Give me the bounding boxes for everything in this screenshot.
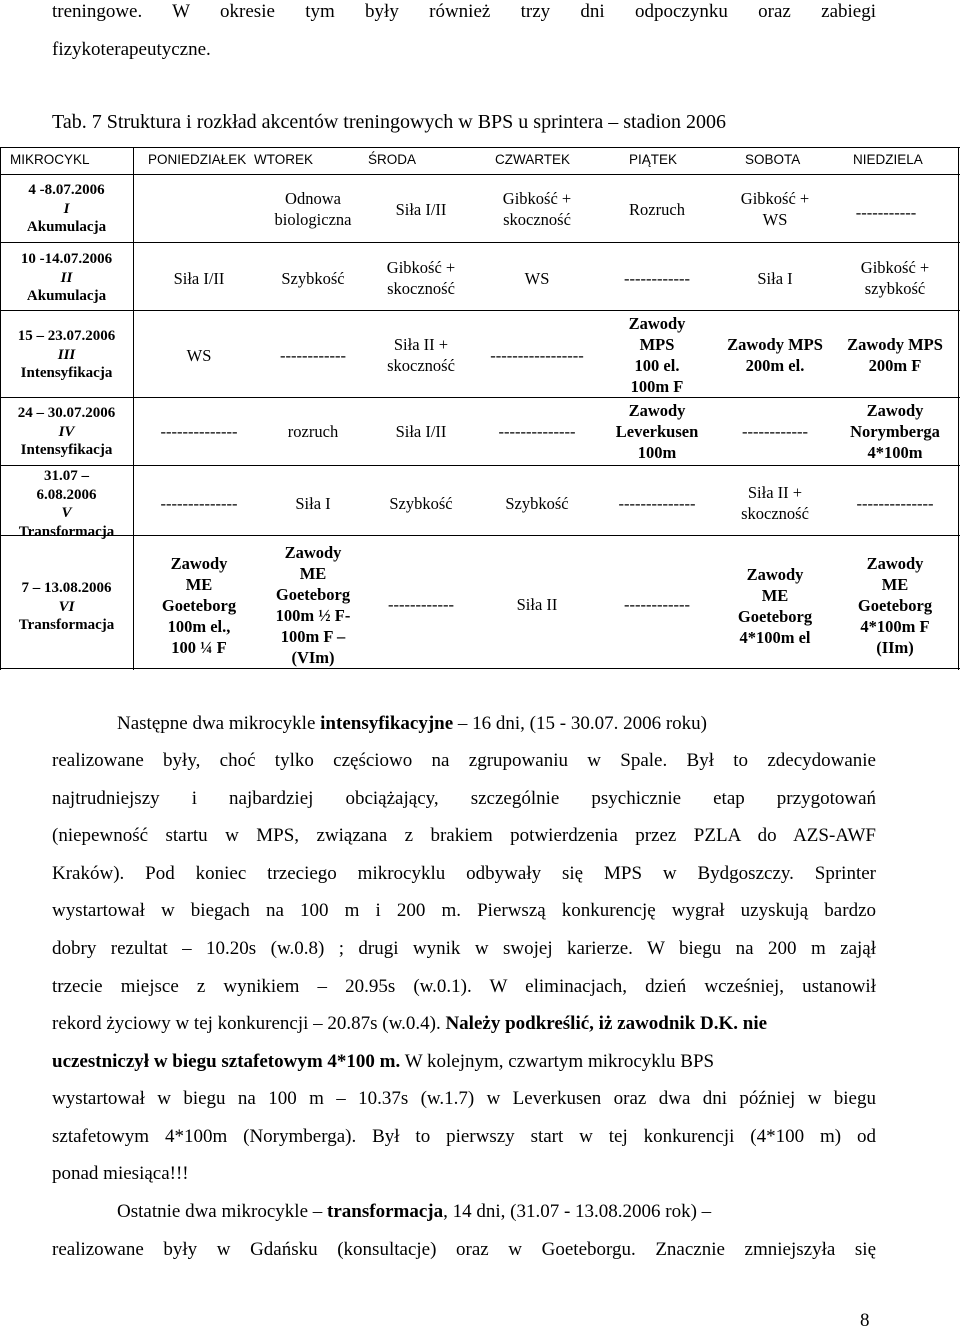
cell-r1-sat <box>741 188 809 230</box>
text-segment: , 14 dni, (31.07 - 13.08.2006 rok) – <box>443 1201 712 1222</box>
cell-r6-sat <box>738 564 812 648</box>
cell-r1-tue <box>275 188 352 230</box>
microcycle-num: VI <box>58 598 75 615</box>
p1-line-12: sztafetowym 4*100m (Norymberga). Był to pierwszy start w tej konkurencji (4*100 m) od <box>52 1126 876 1147</box>
microcycle-2 <box>0 250 133 306</box>
cell-text: Zawody <box>628 314 686 333</box>
microcycle-num: V <box>61 505 72 521</box>
cell-r2-mon: Siła I/II <box>173 269 225 288</box>
cell-r5-thu: Szybkość <box>505 494 569 513</box>
p1-line-9 <box>52 1014 876 1034</box>
cell-text: Zawody <box>746 565 804 584</box>
microcycle-dates: 10 -14.07.2006 <box>20 251 113 267</box>
p2-line-2: realizowane były w Gdańsku (konsultacje) oraz w Goeteborgu. Znacznie zmniejszyła się <box>52 1239 876 1260</box>
header-czwartek: CZWARTEK <box>495 152 571 167</box>
microcycle-name: Intensyfikacja <box>20 442 113 458</box>
microcycle-1 <box>0 181 133 237</box>
cell-r6-mon <box>162 553 236 658</box>
cell-text: Zawody <box>628 401 686 420</box>
microcycle-4 <box>0 404 133 460</box>
cell-r1-sun: ----------- <box>855 203 917 222</box>
microcycle-name: Akumulacja <box>26 219 107 235</box>
cell-text: szybkość <box>864 279 926 298</box>
text-segment: Następne dwa mikrocykle <box>117 713 316 734</box>
cell-r2-thu: WS <box>524 269 550 288</box>
cell-text: (IIm) <box>876 638 914 657</box>
microcycle-dates: 6.08.2006 <box>36 486 97 503</box>
cell-r1-wed: Siła I/II <box>395 200 447 219</box>
microcycle-dates: 15 – 23.07.2006 <box>17 328 116 344</box>
cell-r3-mon: WS <box>186 346 212 365</box>
cell-text: Gibkość + <box>740 189 810 208</box>
cell-r5-sat <box>741 482 809 524</box>
cell-text: skoczność <box>387 356 455 375</box>
p1-line-13: ponad miesiąca!!! <box>52 1163 189 1184</box>
cell-text: ME <box>761 586 789 605</box>
training-table <box>0 147 960 670</box>
p1-line-1 <box>117 714 876 734</box>
cell-r6-wed: ------------ <box>388 595 454 614</box>
cell-r3-thu: ----------------- <box>490 346 584 365</box>
cell-r4-fri <box>616 400 699 463</box>
bold-segment: intensyfikacyjne <box>320 713 454 734</box>
p2-line-1 <box>117 1202 876 1222</box>
p1-line-6: wystartował w biegach na 100 m i 200 m. Pierwszą konkurencję wygrał uzyskują bardzo <box>52 900 876 921</box>
cell-text: ME <box>881 575 909 594</box>
header-sroda: ŚRODA <box>368 152 417 167</box>
p1-line-11: wystartował w biegu na 100 m – 10.37s (w.1.7) w Leverkusen oraz dwa dni później w biegu <box>52 1088 876 1109</box>
cell-text: skoczność <box>503 210 571 229</box>
microcycle-num: II <box>60 269 73 286</box>
cell-r2-tue: Szybkość <box>281 269 345 288</box>
cell-r4-sat: ------------ <box>742 422 808 441</box>
cell-text: ME <box>299 564 327 583</box>
cell-text: MPS <box>639 335 675 354</box>
bold-segment: uczestniczył w biegu sztafetowym 4*100 m. <box>52 1051 401 1072</box>
microcycle-name: Transformacja <box>18 523 115 540</box>
microcycle-3 <box>0 327 133 383</box>
microcycle-dates: 7 – 13.08.2006 <box>21 580 112 596</box>
cell-text: (VIm) <box>291 648 335 667</box>
header-sobota: SOBOTA <box>745 152 801 167</box>
microcycle-num: III <box>57 346 76 363</box>
cell-text: 100m ½ F- <box>275 606 351 625</box>
cell-text: Zawody <box>284 543 342 562</box>
cell-text: Goeteborg <box>275 585 351 604</box>
cell-text: biologiczna <box>274 210 352 229</box>
bold-segment: Należy podkreślić, iż zawodnik D.K. nie <box>445 1013 768 1034</box>
cell-r4-thu: -------------- <box>498 422 576 441</box>
cell-r4-tue: rozruch <box>287 422 339 441</box>
cell-text: Zawody MPS <box>727 335 823 354</box>
cell-r3-sun <box>847 334 943 376</box>
cell-text: Gibkość + <box>502 189 572 208</box>
header-wtorek: WTOREK <box>254 152 314 167</box>
cell-text: 200m el. <box>745 356 805 375</box>
cell-r1-fri: Rozruch <box>629 200 685 219</box>
cell-r1-thu <box>503 188 571 230</box>
cell-text: Siła II + <box>393 335 449 354</box>
cell-text: 4*100m F <box>860 617 930 636</box>
cell-text: 100m <box>637 443 677 462</box>
microcycle-5 <box>0 467 133 541</box>
text-segment: Ostatnie dwa mikrocykle – <box>117 1201 323 1222</box>
text-segment: rekord życiowy w tej konkurencji – 20.87s (w.0.4). <box>52 1013 441 1034</box>
cell-text: Leverkusen <box>615 422 699 441</box>
cell-text: 100m el., <box>167 617 231 636</box>
header-niedziela: NIEDZIELA <box>853 152 923 167</box>
cell-text: Gibkość + <box>386 258 456 277</box>
p1-line-4: (niepewność startu w MPS, związana z brakiem potwierdzenia przez PZLA do AZS-AWF <box>52 825 876 846</box>
cell-text: 100m F <box>630 377 684 396</box>
cell-text: Zawody MPS <box>847 335 943 354</box>
cell-r5-sun: -------------- <box>856 494 934 513</box>
cell-text: 100m F – <box>280 627 346 646</box>
cell-text: Odnowa <box>285 189 341 208</box>
p1-line-3: najtrudniejszy i najbardziej obciążający, szczególnie psychicznie etap przygotowań <box>52 788 876 809</box>
cell-text: 4*100m el <box>739 628 811 647</box>
cell-r3-wed <box>387 334 455 376</box>
bold-segment: transformacja <box>327 1201 444 1222</box>
microcycle-name: Transformacja <box>18 617 115 633</box>
header-piatek: PIĄTEK <box>629 152 678 167</box>
header-poniedzialek: PONIEDZIAŁEK <box>148 152 247 167</box>
text-segment: W kolejnym, czwartym mikrocyklu BPS <box>404 1051 715 1072</box>
cell-r4-mon: -------------- <box>160 422 238 441</box>
cell-text: 100 ¼ F <box>171 638 227 657</box>
microcycle-dates: 4 -8.07.2006 <box>28 182 105 198</box>
cell-text: 4*100m <box>867 443 923 462</box>
cell-r5-fri: -------------- <box>618 494 696 513</box>
cell-text: Siła II + <box>747 483 803 502</box>
p1-line-5: Kraków). Pod koniec trzeciego mikrocyklu odbywały się MPS w Bydgoszczy. Sprinter <box>52 863 876 884</box>
cell-r6-thu: Siła II <box>516 595 558 614</box>
cell-r4-sun <box>850 400 940 463</box>
cell-text: 100 el. <box>634 356 680 375</box>
microcycle-6 <box>0 579 133 635</box>
cell-text: 200m F <box>868 356 922 375</box>
cell-r3-fri <box>629 313 686 397</box>
microcycle-num: IV <box>58 423 75 440</box>
cell-r6-fri: ------------ <box>624 595 690 614</box>
intro-line-1: treningowe. W okresie tym były również trzy dni odpoczynku oraz zabiegi <box>52 1 876 22</box>
cell-r5-tue: Siła I <box>295 494 331 513</box>
text-segment: – 16 dni, (15 - 30.07. 2006 roku) <box>457 713 707 734</box>
cell-r5-wed: Szybkość <box>389 494 453 513</box>
cell-text: Zawody <box>866 554 924 573</box>
intro-line-2: fizykoterapeutyczne. <box>52 39 211 60</box>
cell-text: skoczność <box>741 504 809 523</box>
cell-text: Zawody <box>170 554 228 573</box>
microcycle-num: I <box>63 200 70 217</box>
page-number: 8 <box>860 1310 870 1331</box>
cell-r3-sat <box>727 334 823 376</box>
cell-text: ME <box>185 575 213 594</box>
cell-r2-sat: Siła I <box>757 269 793 288</box>
cell-text: Norymberga <box>850 422 940 441</box>
cell-text: Zawody <box>866 401 924 420</box>
cell-text: Goeteborg <box>737 607 813 626</box>
microcycle-name: Akumulacja <box>26 288 107 304</box>
cell-text: Gibkość + <box>860 258 930 277</box>
cell-r2-sun <box>861 257 929 299</box>
cell-r6-sun <box>858 553 932 658</box>
cell-text: WS <box>762 210 788 229</box>
microcycle-dates: 31.07 – <box>44 468 89 484</box>
cell-r4-wed: Siła I/II <box>395 422 447 441</box>
p1-line-7: dobry rezultat – 10.20s (w.0.8) ; drugi wynik w swojej karierze. W biegu na 200 m zajął <box>52 938 876 959</box>
cell-text: Goeteborg <box>161 596 237 615</box>
microcycle-name: Intensyfikacja <box>20 365 113 381</box>
p1-line-10 <box>52 1052 876 1072</box>
table-caption: Tab. 7 Struktura i rozkład akcentów treningowych w BPS u sprintera – stadion 2006 <box>52 111 727 133</box>
cell-r2-fri: ------------ <box>624 269 690 288</box>
cell-r2-wed <box>387 257 455 299</box>
cell-r6-tue <box>276 542 351 668</box>
microcycle-dates: 24 – 30.07.2006 <box>17 405 116 421</box>
cell-r5-mon: -------------- <box>160 494 238 513</box>
cell-r3-tue: ------------ <box>280 346 346 365</box>
cell-text: Goeteborg <box>857 596 933 615</box>
header-mikrocykl: MIKROCYKL <box>10 152 90 167</box>
cell-text: skoczność <box>387 279 455 298</box>
p1-line-2: realizowane były, choć tylko częściowo na zgrupowaniu w Spale. Był to zdecydowanie <box>52 750 876 771</box>
p1-line-8: trzecie miejsce z wynikiem – 20.95s (w.0.1). W eliminacjach, dzień wcześniej, ustanowił <box>52 976 876 997</box>
